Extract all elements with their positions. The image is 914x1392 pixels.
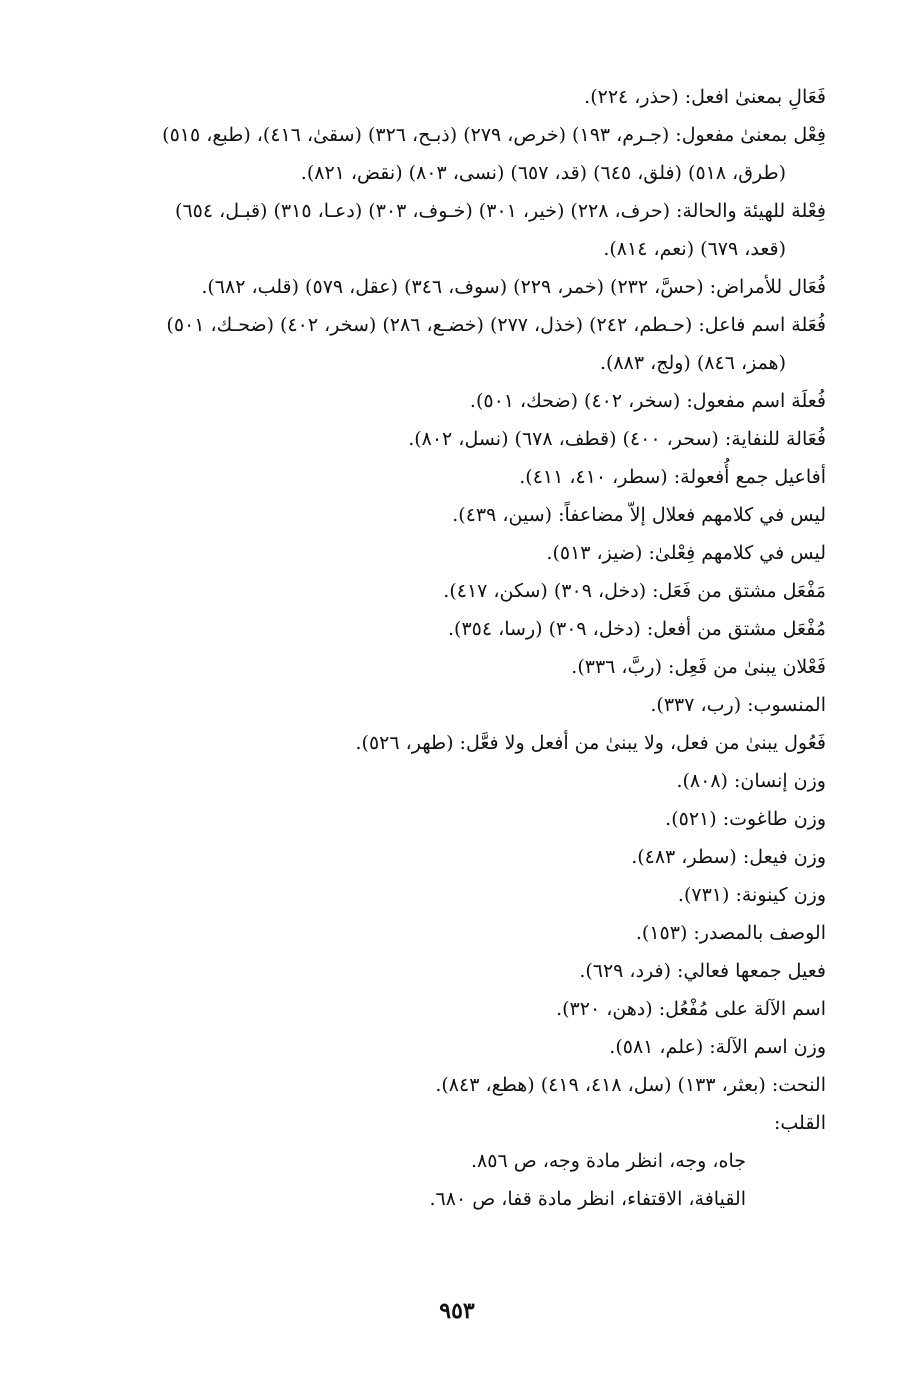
entry-wazn-kaynuna: وزن كينونة: (٧٣١). (677, 884, 826, 906)
qalb-item: القيافة، الاقتفاء، انظر مادة قفا، ص ٦٨٠. (429, 1188, 746, 1210)
qalb-heading: القلب: (773, 1112, 826, 1134)
entry-wazn-taghut: وزن طاغوت: (٥٢١). (665, 808, 826, 830)
entry-wasf-masdar: الوصف بالمصدر: (١٥٣). (635, 922, 826, 944)
entry-falan: فَعْلان يبنىٰ من فَعِل: (ربَّ، ٣٣٦). (571, 656, 826, 678)
entry-wazn-insan: وزن إنسان: (٨٠٨). (676, 770, 826, 792)
entry-filah-hayah: فِعْلة للهيئة والحالة: (حرف، ٢٢٨) (خير، ٣٠١) (خـوف، ٣٠٣) (دعـا، ٣١٥) (قبـل، ٦٥٤) (قعد، ٦٧٩) (نعم، ٨١٤). (175, 200, 826, 260)
entry-fila: ليس في كلامهم فِعْلىٰ: (ضيز، ٥١٣). (546, 542, 826, 564)
entry-wazn-fayal: وزن فيعل: (سطر، ٤٨٣). (631, 846, 826, 868)
entry-mafal: مَفْعَل مشتق من فَعَل: (دخل، ٣٠٩) (سكن، ٤١٧). (443, 580, 826, 602)
entry-filal: ليس في كلامهم فعلال إلاّ مضاعفاً: (سين، ٤٣٩). (452, 504, 826, 526)
qalb-items (30, 1142, 826, 1218)
entry-naht: النحت: (بعثر، ١٣٣) (سل، ٤١٨، ٤١٩) (هطع، ٨٤٣). (435, 1074, 826, 1096)
entry-faul: فَعُول يبنىٰ من فعل، ولا يبنىٰ من أفعل ولا فعَّل: (طهر، ٥٢٦). (355, 732, 826, 754)
entry-ism-ala-mufal: اسم الآلة على مُفْعُل: (دهن، ٣٢٠). (556, 998, 826, 1020)
entry-fuaala-nufaya: فُعَالة للنفاية: (سحر، ٤٠٠) (قطف، ٦٧٨) (نسل، ٨٠٢). (408, 428, 826, 450)
entry-fil-mafool: فِعْل بمعنىٰ مفعول: (جـرم، ١٩٣) (خرص، ٢٧٩) (ذبـح، ٣٢٦) (سقىٰ، ٤١٦)، (طبع، ٥١٥) (طرق، ٥١٨) (فلق، ٦٤٥) (قد، ٦٥٧) (نسى، ٨٠٣) (نقض، ٨٢١). (162, 124, 826, 184)
entry-fuala-fail: فُعَلة اسم فاعل: (حـطم، ٢٤٢) (خذل، ٢٧٧) (خضـع، ٢٨٦) (سخر، ٤٠٢) (ضحـك، ٥٠١) (همز، ٨٤٦) (ولج، ٨٨٣). (166, 314, 826, 374)
entry-fula-mafool: فُعلَة اسم مفعول: (سخر، ٤٠٢) (ضحك، ٥٠١). (469, 390, 826, 412)
section-qalb (30, 1104, 826, 1218)
entry-fail-fa-ali: فعيل جمعها فعالي: (فرد، ٦٢٩). (579, 960, 826, 982)
entries-list (30, 78, 826, 1218)
entry-mufal: مُفْعَل مشتق من أفعل: (دخل، ٣٠٩) (رسا، ٣٥٤). (448, 618, 826, 640)
entry-mansub: المنسوب: (رب، ٣٣٧). (650, 694, 826, 716)
entry-fuaal-amrad: فُعَال للأمراض: (حسَّ، ٢٣٢) (خمر، ٢٢٩) (سوف، ٣٤٦) (عقل، ٥٧٩) (قلب، ٦٨٢). (201, 276, 826, 298)
entry-afail-ufula: أفاعيل جمع أُفعولة: (سطر، ٤١٠، ٤١١). (519, 466, 826, 488)
qalb-item: جاه، وجه، انظر مادة وجه، ص ٨٥٦. (471, 1150, 746, 1172)
page-number: ٩٥٣ (439, 1298, 475, 1324)
entry-wazn-ism-ala: وزن اسم الآلة: (علم، ٥٨١). (609, 1036, 826, 1058)
entry-faal-afal: فَعَالِ بمعنىٰ افعل: (حذر، ٢٢٤). (584, 86, 826, 108)
